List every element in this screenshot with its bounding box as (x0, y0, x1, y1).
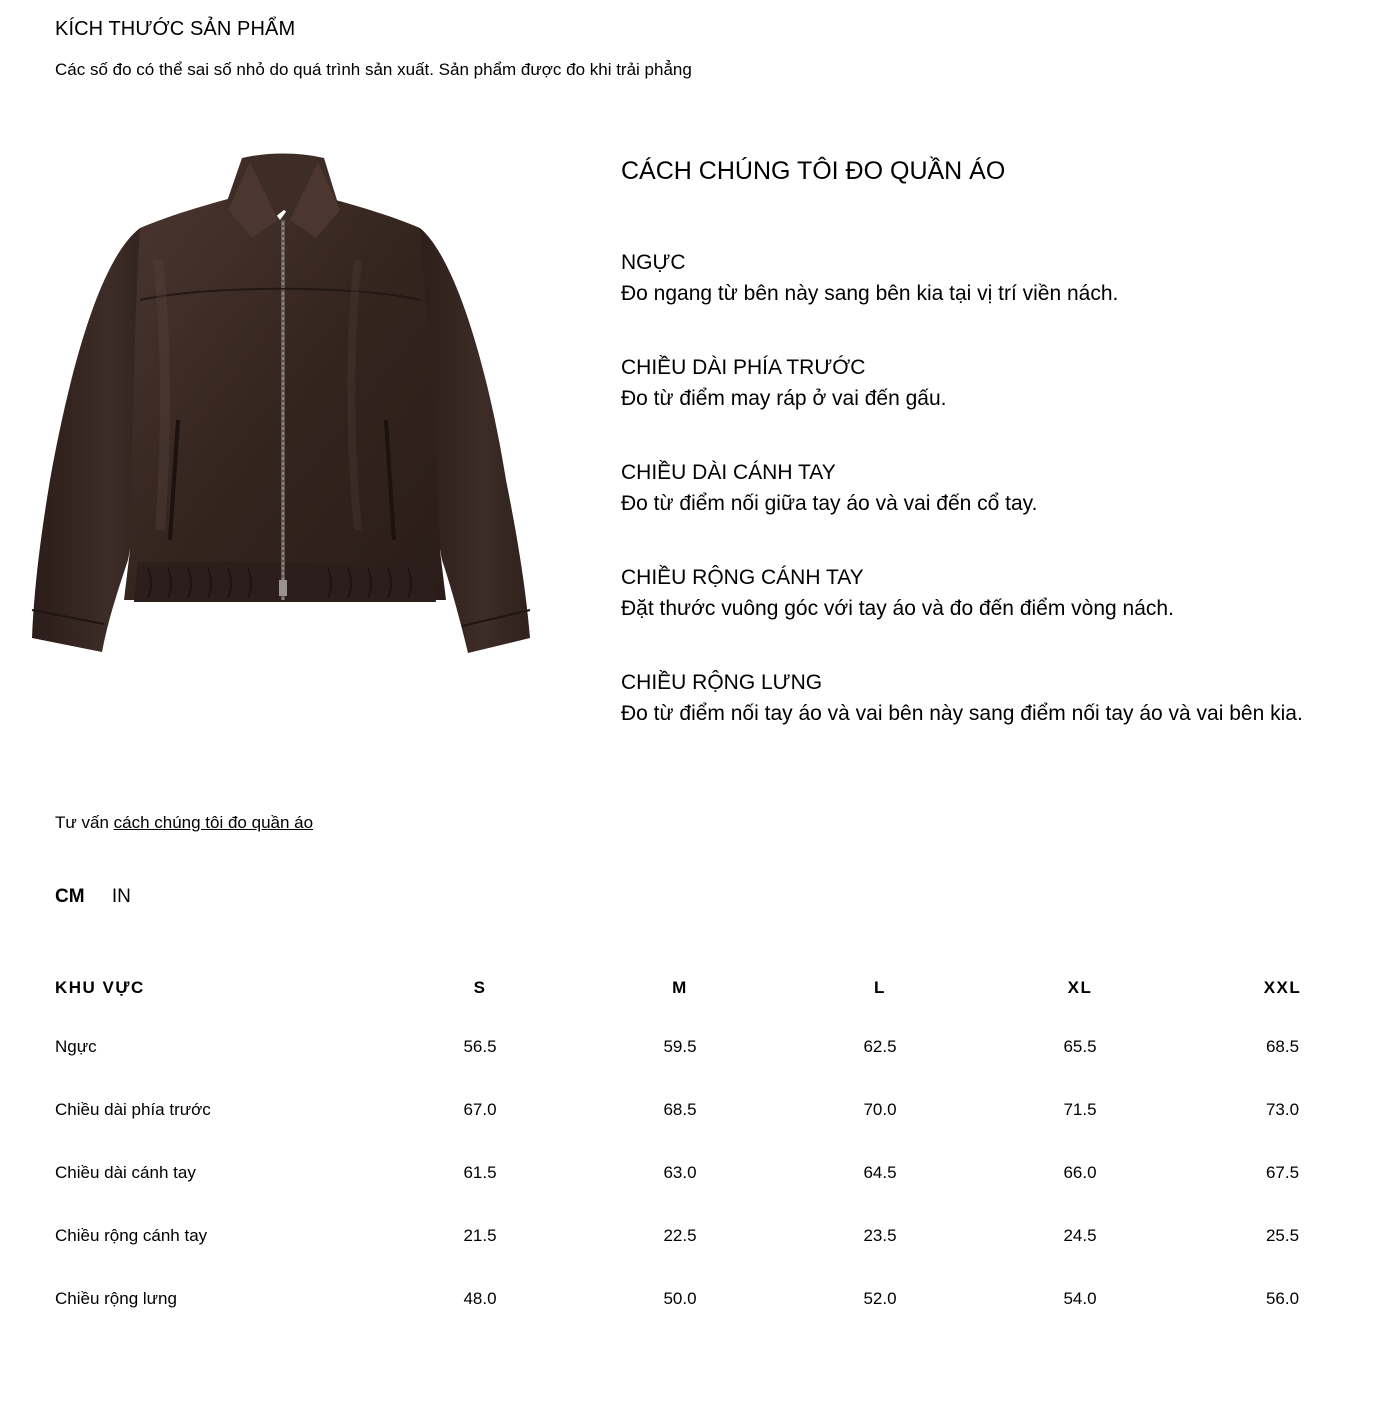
page-subtitle: Các số đo có thể sai số nhỏ do quá trình sản xuất. Sản phẩm được đo khi trải phẳng (55, 60, 692, 79)
column-header-area: KHU VỰC (55, 977, 145, 997)
table-cell: 54.0 (1063, 1288, 1097, 1308)
measure-desc: Đo ngang từ bên này sang bên kia tại vị trí viền nách. (621, 282, 1119, 305)
table-cell: 59.5 (663, 1036, 697, 1056)
page-title: KÍCH THƯỚC SẢN PHẨM (55, 18, 296, 40)
measure-name: CHIỀU DÀI CÁNH TAY (621, 461, 836, 484)
measure-desc: Đo từ điểm nối giữa tay áo và vai đến cổ tay. (621, 492, 1038, 515)
table-cell: 56.5 (463, 1036, 497, 1056)
row-label: Ngực (55, 1036, 97, 1056)
table-cell: 52.0 (863, 1288, 897, 1308)
measure-item-sleeve-length (621, 459, 1381, 564)
measure-name: NGỰC (621, 251, 686, 274)
row-label: Chiều rộng cánh tay (55, 1225, 208, 1245)
table-cell: 70.0 (863, 1099, 897, 1119)
table-cell: 68.5 (1265, 1036, 1300, 1056)
measure-advice-link[interactable]: cách chúng tôi đo quần áo (113, 813, 314, 832)
table-cell: 25.5 (1265, 1225, 1300, 1245)
table-cell: 48.0 (463, 1288, 497, 1308)
measure-desc: Đặt thước vuông góc với tay áo và đo đến điểm vòng nách. (621, 597, 1174, 620)
measure-item-front-length (621, 354, 1381, 459)
table-cell: 73.0 (1265, 1099, 1300, 1119)
table-cell: 63.0 (663, 1162, 697, 1182)
measure-advice (55, 813, 313, 833)
table-cell: 24.5 (1063, 1225, 1097, 1245)
measure-guide-title: CÁCH CHÚNG TÔI ĐO QUẦN ÁO (621, 157, 1006, 185)
table-cell: 64.5 (863, 1162, 897, 1182)
table-cell: 56.0 (1265, 1288, 1300, 1308)
advice-prefix: Tư vấn (55, 813, 114, 832)
table-cell: 68.5 (663, 1099, 697, 1119)
row-label: Chiều dài phía trước (55, 1099, 211, 1119)
table-cell: 23.5 (863, 1225, 897, 1245)
table-row (55, 1141, 1385, 1204)
table-cell: 50.0 (663, 1288, 697, 1308)
table-cell: 62.5 (863, 1036, 897, 1056)
size-table (55, 960, 1385, 1330)
column-header-l: L (874, 977, 886, 997)
table-cell: 67.5 (1265, 1162, 1300, 1182)
measure-desc: Đo từ điểm may ráp ở vai đến gấu. (621, 387, 947, 410)
leather-jacket-image (28, 150, 538, 660)
row-label: Chiều dài cánh tay (55, 1162, 196, 1182)
table-cell: 66.0 (1063, 1162, 1097, 1182)
unit-cm-button[interactable]: CM (55, 886, 85, 907)
table-row (55, 1078, 1385, 1141)
table-row (55, 1204, 1385, 1267)
measure-guide-list (621, 249, 1381, 774)
table-cell: 67.0 (463, 1099, 497, 1119)
measure-desc: Đo từ điểm nối tay áo và vai bên này sang điểm nối tay áo và vai bên kia. (621, 702, 1303, 725)
table-row (55, 1015, 1385, 1078)
column-header-s: S (473, 977, 487, 997)
row-label: Chiều rộng lưng (55, 1288, 177, 1308)
table-cell: 65.5 (1063, 1036, 1097, 1056)
measure-item-chest (621, 249, 1381, 354)
unit-in-button[interactable]: IN (111, 886, 131, 907)
measure-name: CHIỀU DÀI PHÍA TRƯỚC (621, 356, 866, 379)
column-header-xl: XL (1067, 977, 1093, 997)
table-row (55, 1267, 1385, 1330)
table-cell: 71.5 (1063, 1099, 1097, 1119)
column-header-xxl: XXL (1263, 977, 1302, 997)
measure-item-back-width (621, 669, 1381, 774)
table-cell: 21.5 (463, 1225, 497, 1245)
measure-item-sleeve-width (621, 564, 1381, 669)
unit-toggle (55, 886, 153, 908)
table-cell: 22.5 (663, 1225, 697, 1245)
column-header-m: M (672, 977, 688, 997)
table-header-row (55, 960, 1385, 1015)
measure-name: CHIỀU RỘNG LƯNG (621, 671, 823, 694)
measure-name: CHIỀU RỘNG CÁNH TAY (621, 566, 864, 589)
table-cell: 61.5 (463, 1162, 497, 1182)
